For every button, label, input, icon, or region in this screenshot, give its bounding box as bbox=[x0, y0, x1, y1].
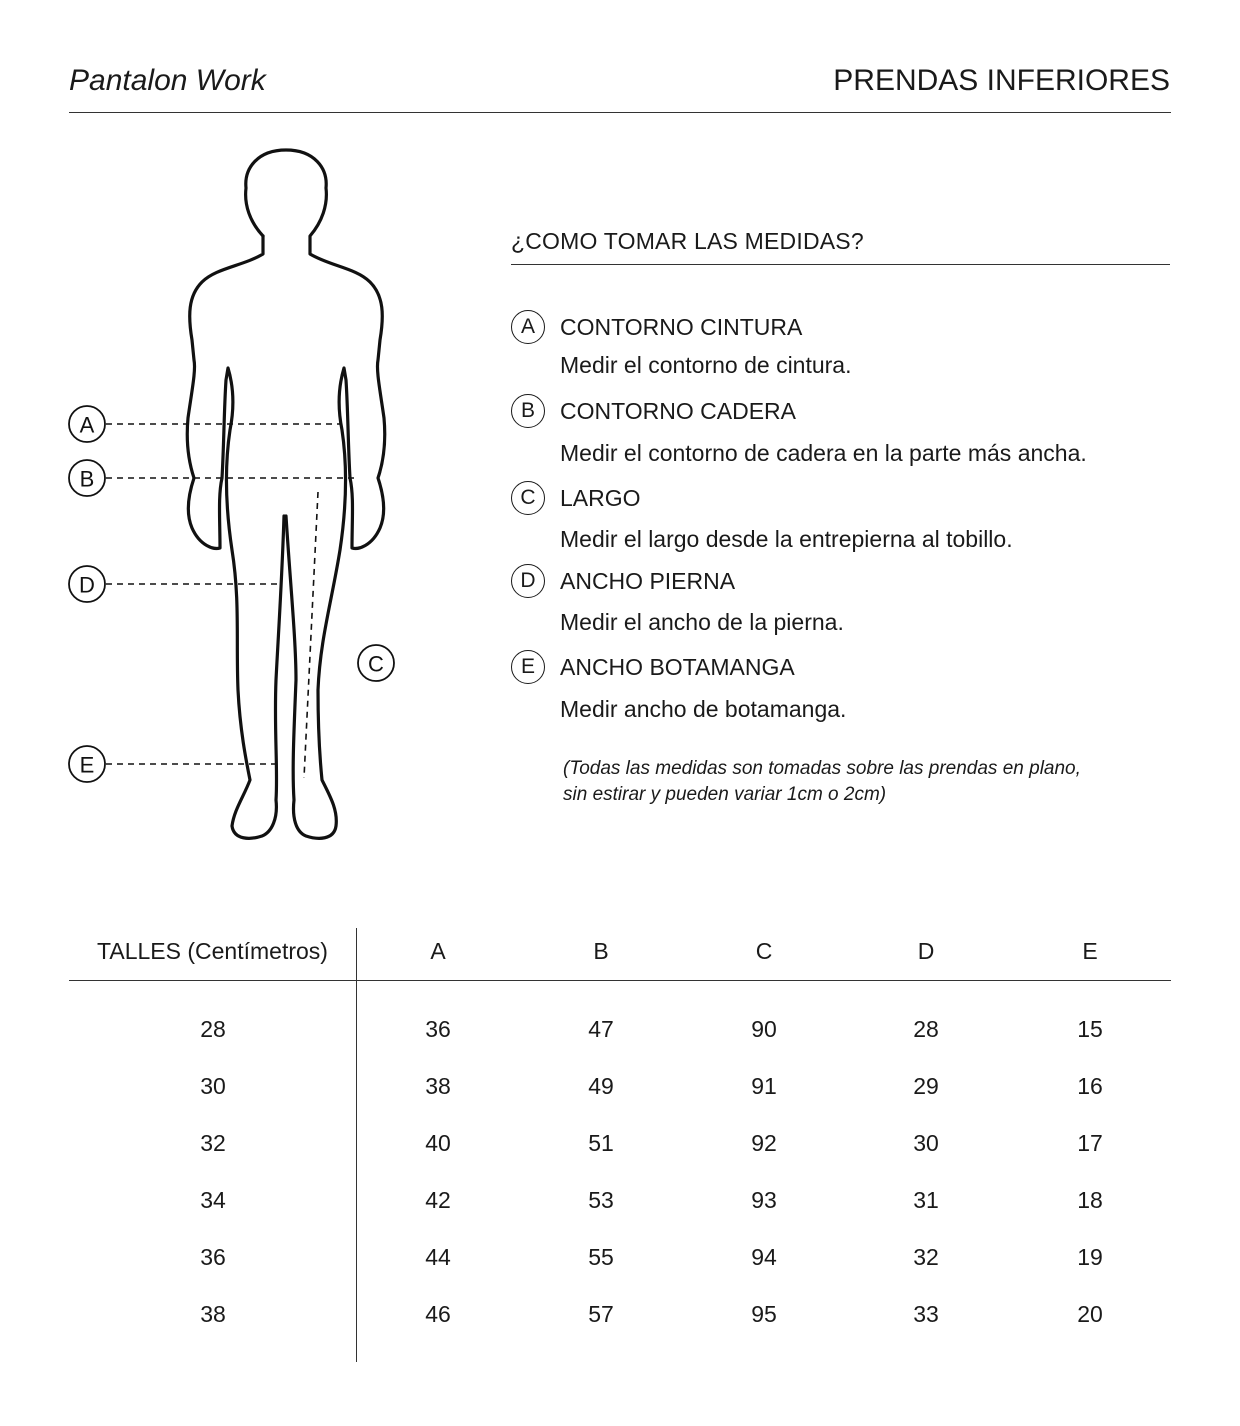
size-cell: 30 bbox=[200, 1073, 226, 1099]
measure-cell: 18 bbox=[1077, 1187, 1103, 1213]
measure-cell: 94 bbox=[751, 1244, 777, 1270]
measure-cell: 30 bbox=[913, 1130, 939, 1156]
howto-divider bbox=[511, 264, 1170, 265]
table-vertical-divider bbox=[356, 928, 357, 1362]
marker-d-label: D bbox=[79, 572, 95, 598]
measure-cell: 46 bbox=[425, 1301, 451, 1327]
measure-title-b: CONTORNO CADERA bbox=[560, 398, 796, 424]
body-outline-left bbox=[187, 236, 284, 838]
header-talles: TALLES (Centímetros) bbox=[97, 938, 328, 964]
badge-a: A bbox=[511, 310, 545, 344]
marker-b-label: B bbox=[79, 466, 95, 492]
measure-cell: 17 bbox=[1077, 1130, 1103, 1156]
table-header-divider bbox=[69, 980, 1171, 981]
size-cell: 28 bbox=[200, 1016, 226, 1042]
badge-d: D bbox=[511, 564, 545, 598]
marker-e-label: E bbox=[79, 752, 95, 778]
measure-cell: 15 bbox=[1077, 1016, 1103, 1042]
measure-cell: 49 bbox=[588, 1073, 614, 1099]
measure-cell: 92 bbox=[751, 1130, 777, 1156]
header-col-d: D bbox=[917, 938, 935, 964]
measure-cell: 95 bbox=[751, 1301, 777, 1327]
measure-cell: 19 bbox=[1077, 1244, 1103, 1270]
header-divider bbox=[69, 112, 1171, 113]
measure-desc-d: Medir el ancho de la pierna. bbox=[560, 609, 844, 635]
measure-cell: 57 bbox=[588, 1301, 614, 1327]
measure-title-a: CONTORNO CINTURA bbox=[560, 314, 803, 340]
badge-e: E bbox=[511, 650, 545, 684]
measure-cell: 31 bbox=[913, 1187, 939, 1213]
measure-desc-c: Medir el largo desde la entrepierna al tobillo. bbox=[560, 526, 1013, 552]
size-cell: 32 bbox=[200, 1130, 226, 1156]
body-silhouette-figure bbox=[40, 135, 420, 855]
measure-cell: 38 bbox=[425, 1073, 451, 1099]
measure-title-e: ANCHO BOTAMANGA bbox=[560, 654, 795, 680]
measure-cell: 29 bbox=[913, 1073, 939, 1099]
howto-title: ¿COMO TOMAR LAS MEDIDAS? bbox=[511, 228, 864, 254]
size-cell: 34 bbox=[200, 1187, 226, 1213]
measure-cell: 33 bbox=[913, 1301, 939, 1327]
measure-cell: 53 bbox=[588, 1187, 614, 1213]
note-line-1: (Todas las medidas son tomadas sobre las prendas en plano, bbox=[563, 758, 1081, 779]
measure-cell: 40 bbox=[425, 1130, 451, 1156]
measure-cell: 36 bbox=[425, 1016, 451, 1042]
measure-cell: 32 bbox=[913, 1244, 939, 1270]
badge-c: C bbox=[511, 481, 545, 515]
category-title: PRENDAS INFERIORES bbox=[833, 64, 1170, 97]
header-col-a: A bbox=[430, 938, 446, 964]
measure-cell: 51 bbox=[588, 1130, 614, 1156]
product-title: Pantalon Work bbox=[69, 64, 266, 97]
measure-cell: 28 bbox=[913, 1016, 939, 1042]
measure-desc-e: Medir ancho de botamanga. bbox=[560, 696, 847, 722]
measure-cell: 55 bbox=[588, 1244, 614, 1270]
note-line-2: sin estirar y pueden variar 1cm o 2cm) bbox=[563, 784, 887, 805]
measure-title-c: LARGO bbox=[560, 485, 641, 511]
measure-line-c bbox=[304, 492, 318, 778]
marker-a-label: A bbox=[79, 412, 95, 438]
marker-c-label: C bbox=[368, 651, 384, 677]
size-cell: 38 bbox=[200, 1301, 226, 1327]
header-col-b: B bbox=[593, 938, 609, 964]
measure-cell: 16 bbox=[1077, 1073, 1103, 1099]
measure-title-d: ANCHO PIERNA bbox=[560, 568, 736, 594]
measure-cell: 91 bbox=[751, 1073, 777, 1099]
size-cell: 36 bbox=[200, 1244, 226, 1270]
header-col-e: E bbox=[1082, 938, 1098, 964]
header-col-c: C bbox=[755, 938, 773, 964]
measure-cell: 90 bbox=[751, 1016, 777, 1042]
measure-cell: 47 bbox=[588, 1016, 614, 1042]
measure-desc-b: Medir el contorno de cadera en la parte más ancha. bbox=[560, 440, 1087, 466]
measure-cell: 42 bbox=[425, 1187, 451, 1213]
measure-desc-a: Medir el contorno de cintura. bbox=[560, 352, 852, 378]
measure-cell: 20 bbox=[1077, 1301, 1103, 1327]
measurement-note bbox=[563, 756, 1163, 808]
measure-cell: 93 bbox=[751, 1187, 777, 1213]
measure-cell: 44 bbox=[425, 1244, 451, 1270]
badge-b: B bbox=[511, 394, 545, 428]
head-outline bbox=[246, 150, 385, 838]
